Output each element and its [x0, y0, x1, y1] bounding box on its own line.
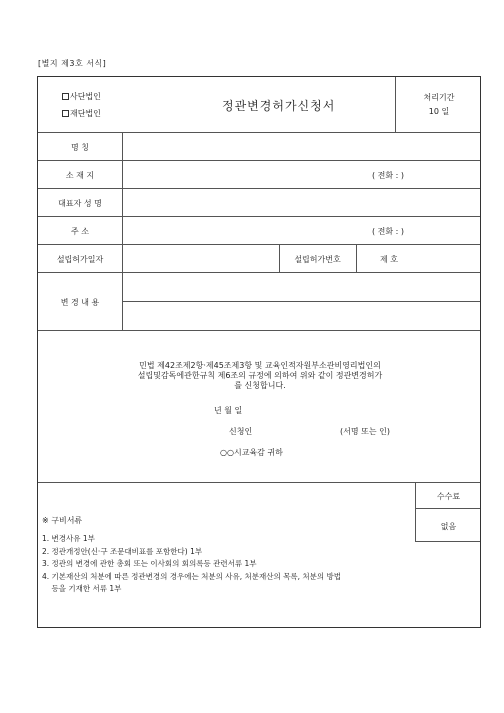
annex-label: [별지 제3호 서식] — [38, 59, 107, 68]
applicant-signature: (서명 또는 인) — [340, 427, 390, 436]
application-form — [37, 76, 481, 628]
divider — [122, 301, 480, 302]
establishment-number-label: 설립허가번호 — [294, 255, 341, 264]
divider — [38, 482, 480, 483]
fee-label: 수수료 — [436, 492, 461, 501]
divider — [38, 272, 480, 273]
establishment-date-label: 설립허가일자 — [56, 255, 104, 264]
divider — [38, 132, 480, 133]
establishment-number-value: 제 호 — [380, 255, 398, 264]
corp-option-foundation[interactable]: 재단법인 — [62, 108, 101, 119]
corp-option-incorporated-association[interactable]: 사단법인 — [62, 91, 101, 102]
list-item: 1. 변경사유 1부 — [42, 534, 95, 543]
checkbox-icon[interactable] — [62, 93, 69, 100]
checkbox-icon[interactable] — [62, 110, 69, 117]
representative-name-label: 대표자 성 명 — [58, 199, 102, 208]
divider — [415, 508, 480, 509]
fee-value: 없음 — [440, 522, 457, 531]
divider — [38, 216, 480, 217]
applicant-label: 신청인 — [229, 427, 253, 436]
statement-line-1: 민법 제42조제2항·제45조제3항 및 교육인적자원부소관비영리법인의 — [139, 361, 381, 370]
form-title: 정관변경허가신청서 — [222, 99, 336, 113]
divider — [38, 330, 480, 331]
list-item: 2. 정관개정안(신·구 조문대비표를 포함한다) 1부 — [42, 546, 203, 556]
statement-line-3: 를 신청합니다. — [234, 381, 286, 390]
location-phone: ( 전화 : ) — [372, 171, 405, 180]
processing-period-value: 10 일 — [428, 107, 450, 116]
change-content-label: 변 경 내 용 — [60, 298, 100, 307]
address-label: 주 소 — [71, 227, 89, 236]
address-phone: ( 전화 : ) — [372, 227, 405, 236]
divider — [38, 160, 480, 161]
required-docs-list — [42, 533, 341, 596]
divider — [38, 244, 480, 245]
list-item: 4. 기본재산의 처분에 따른 정관변경의 경우에는 처분의 사유, 처분재산의 목록, 처분의 방법 — [42, 571, 341, 581]
required-docs-heading: ※ 구비서류 — [42, 516, 83, 525]
list-item: 등을 기재한 서류 1부 — [42, 584, 122, 593]
divider — [38, 188, 480, 189]
divider — [395, 77, 396, 132]
divider — [356, 244, 357, 272]
processing-period-label: 처리기간 — [423, 93, 455, 102]
list-item: 3. 정관의 변경에 관한 총회 또는 이사회의 회의록등 관련서류 1부 — [42, 559, 257, 568]
statement-line-2: 설립및감독에관한규칙 제6조의 규정에 의하여 위와 같이 정관변경허가 — [137, 371, 383, 380]
divider — [415, 541, 480, 542]
name-label: 명 칭 — [71, 143, 89, 152]
date-line: 년 월 일 — [214, 406, 243, 415]
location-label: 소 재 지 — [65, 171, 95, 180]
addressee: ○○시교육감 귀하 — [220, 448, 283, 457]
